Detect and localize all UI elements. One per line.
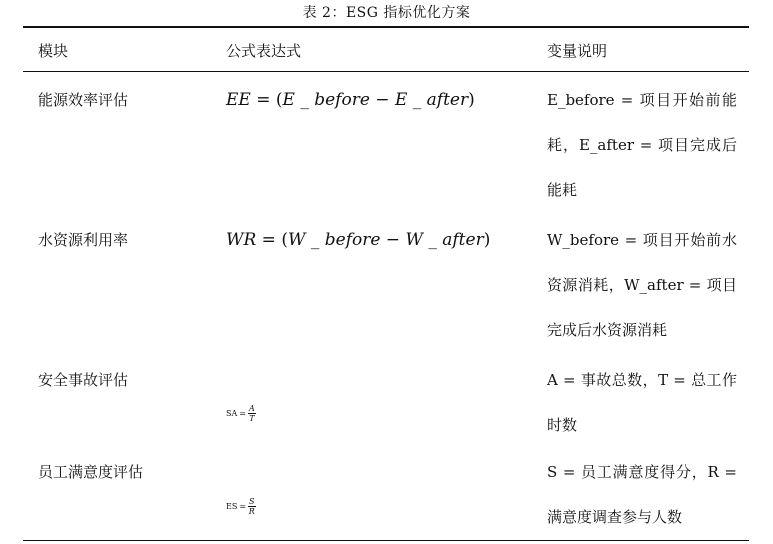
header-module: 模块 — [38, 42, 69, 60]
header-formula: 公式表达式 — [226, 42, 302, 60]
description-satisfaction: S = 员工满意度得分，R = 满意度调查参与人数 — [547, 463, 737, 526]
table-top-rule — [23, 26, 749, 28]
description-energy: E_before = 项目开始前能耗，E_after = 项目完成后能耗 — [547, 91, 737, 199]
table-caption: 表 2：ESG 指标优化方案 — [302, 5, 471, 21]
formula-energy: EE = (E _ before − E _ after) — [226, 90, 475, 110]
fraction-satisfaction: $\frac{S}{R}$ — [248, 497, 255, 516]
row-module-water: 水资源利用率 — [38, 231, 129, 249]
header-variables: 变量说明 — [547, 42, 608, 60]
row-module-energy: 能源效率评估 — [38, 91, 129, 109]
row-module-satisfaction: 员工满意度评估 — [38, 463, 144, 481]
formula-water: WR = (W _ before − W _ after) — [226, 230, 491, 250]
row-module-safety: 安全事故评估 — [38, 371, 129, 389]
table-bottom-rule — [23, 540, 749, 541]
description-water: W_before = 项目开始前水资源消耗，W_after = 项目完成后水资源消耗 — [547, 231, 737, 339]
fraction-safety: $\frac{A}{T}$ — [248, 404, 255, 423]
formula-satisfaction: ES = $\frac{S}{R}$ — [226, 497, 255, 516]
table-header-rule — [23, 71, 749, 72]
formula-safety: SA = $\frac{A}{T}$ — [226, 404, 255, 423]
description-safety: A = 事故总数，T = 总工作时数 — [547, 371, 737, 434]
